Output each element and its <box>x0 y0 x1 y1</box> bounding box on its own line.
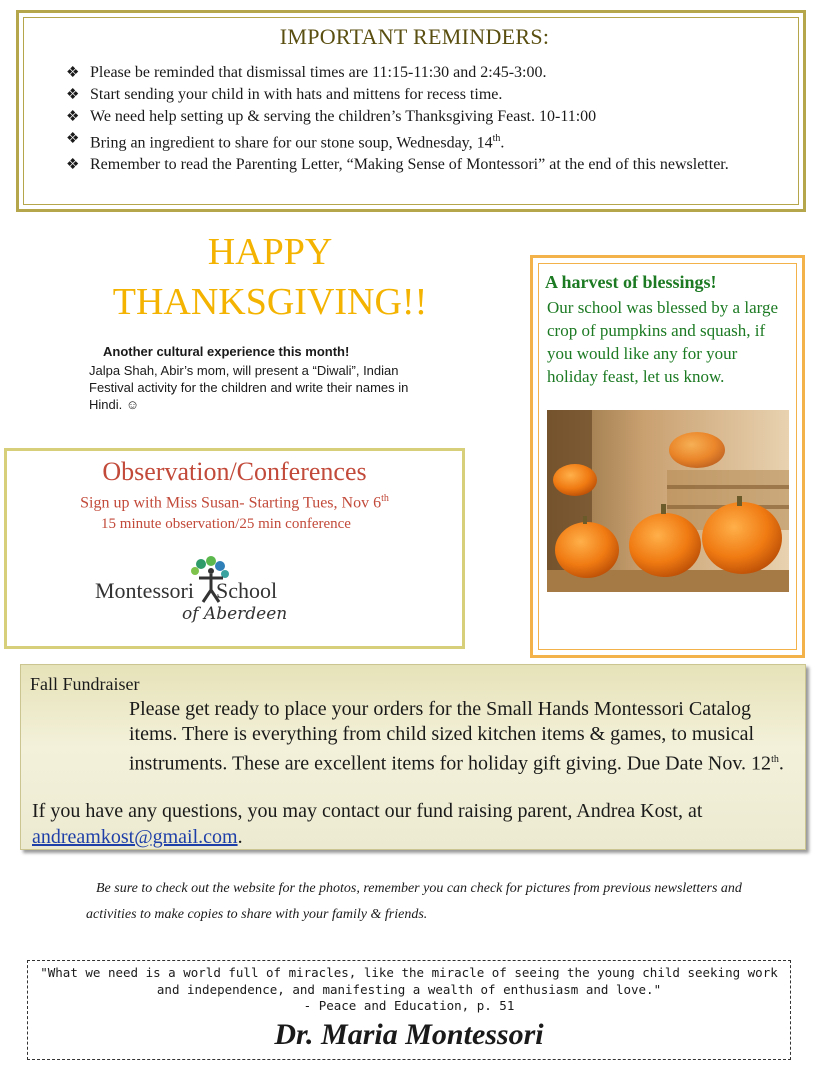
pumpkin-photo <box>547 410 789 592</box>
quote-text: "What we need is a world full of miracles, like the miracle of seeing the young child seeking work and independence, and manifesting a wealth of enthusiasm and love." <box>40 965 778 997</box>
reminders-title: IMPORTANT REMINDERS: <box>279 24 550 49</box>
observation-durations: 15 minute observation/25 min conference <box>101 516 351 532</box>
reminders-list <box>66 62 776 176</box>
happy-heading-line2: THANKSGIVING!! <box>112 281 428 323</box>
list-item: ❖ Start sending your child in with hats and mittens for recess time. <box>66 84 776 106</box>
diamond-bullet-icon: ❖ <box>66 65 80 81</box>
quote-author: Dr. Maria Montessori <box>274 1018 544 1051</box>
cultural-title: Another cultural experience this month! <box>103 344 350 359</box>
logo-location: of Aberdeen <box>182 604 288 624</box>
diamond-bullet-icon: ❖ <box>66 87 80 103</box>
website-note: Be sure to check out the website for the photos, remember you can check for pictures from previous newsletters and activities to make copies to share with your family & friends. <box>86 881 742 922</box>
harvest-title: A harvest of blessings! <box>545 272 717 292</box>
list-item: ❖ Remember to read the Parenting Letter, “Making Sense of Montessori” at the end of this newsletter. <box>66 154 776 176</box>
list-item: ❖ Bring an ingredient to share for our stone soup, Wednesday, 14th. <box>66 128 776 154</box>
fundraiser-contact: If you have any questions, you may contact our fund raising parent, Andrea Kost, at andreamkost@gmail.com. <box>32 800 703 848</box>
fundraiser-body: Please get ready to place your orders for the Small Hands Montessori Catalog items. There is everything from child sized kitchen items & games, to musical instruments. These are excellent items for holiday gift giving. Due Date Nov. 12th. <box>129 698 784 775</box>
list-item: ❖ Please be reminded that dismissal times are 11:15-11:30 and 2:45-3:00. <box>66 62 776 84</box>
observation-signup: Sign up with Miss Susan- Starting Tues, Nov 6th <box>80 493 389 512</box>
diamond-bullet-icon: ❖ <box>66 157 80 174</box>
pumpkin-image <box>547 410 789 592</box>
fundraiser-title: Fall Fundraiser <box>30 674 140 694</box>
observation-title: Observation/Conferences <box>102 457 367 486</box>
quote-source: - Peace and Education, p. 51 <box>303 998 515 1013</box>
diamond-bullet-icon: ❖ <box>66 109 80 125</box>
happy-heading-line1: HAPPY <box>207 231 333 273</box>
list-item: ❖ We need help setting up & serving the children’s Thanksgiving Feast. 10-11:00 <box>66 106 776 128</box>
contact-email-link[interactable]: andreamkost@gmail.com <box>32 826 238 848</box>
harvest-body: Our school was blessed by a large crop of pumpkins and squash, if you would like any for your holiday feast, let us know. <box>547 298 779 386</box>
cultural-body: Jalpa Shah, Abir’s mom, will present a “Diwali”, Indian Festival activity for the children and write their names in Hindi. ☺ <box>89 363 409 412</box>
diamond-bullet-icon: ❖ <box>66 131 80 147</box>
logo-wordmark: Montessori School <box>95 578 278 603</box>
